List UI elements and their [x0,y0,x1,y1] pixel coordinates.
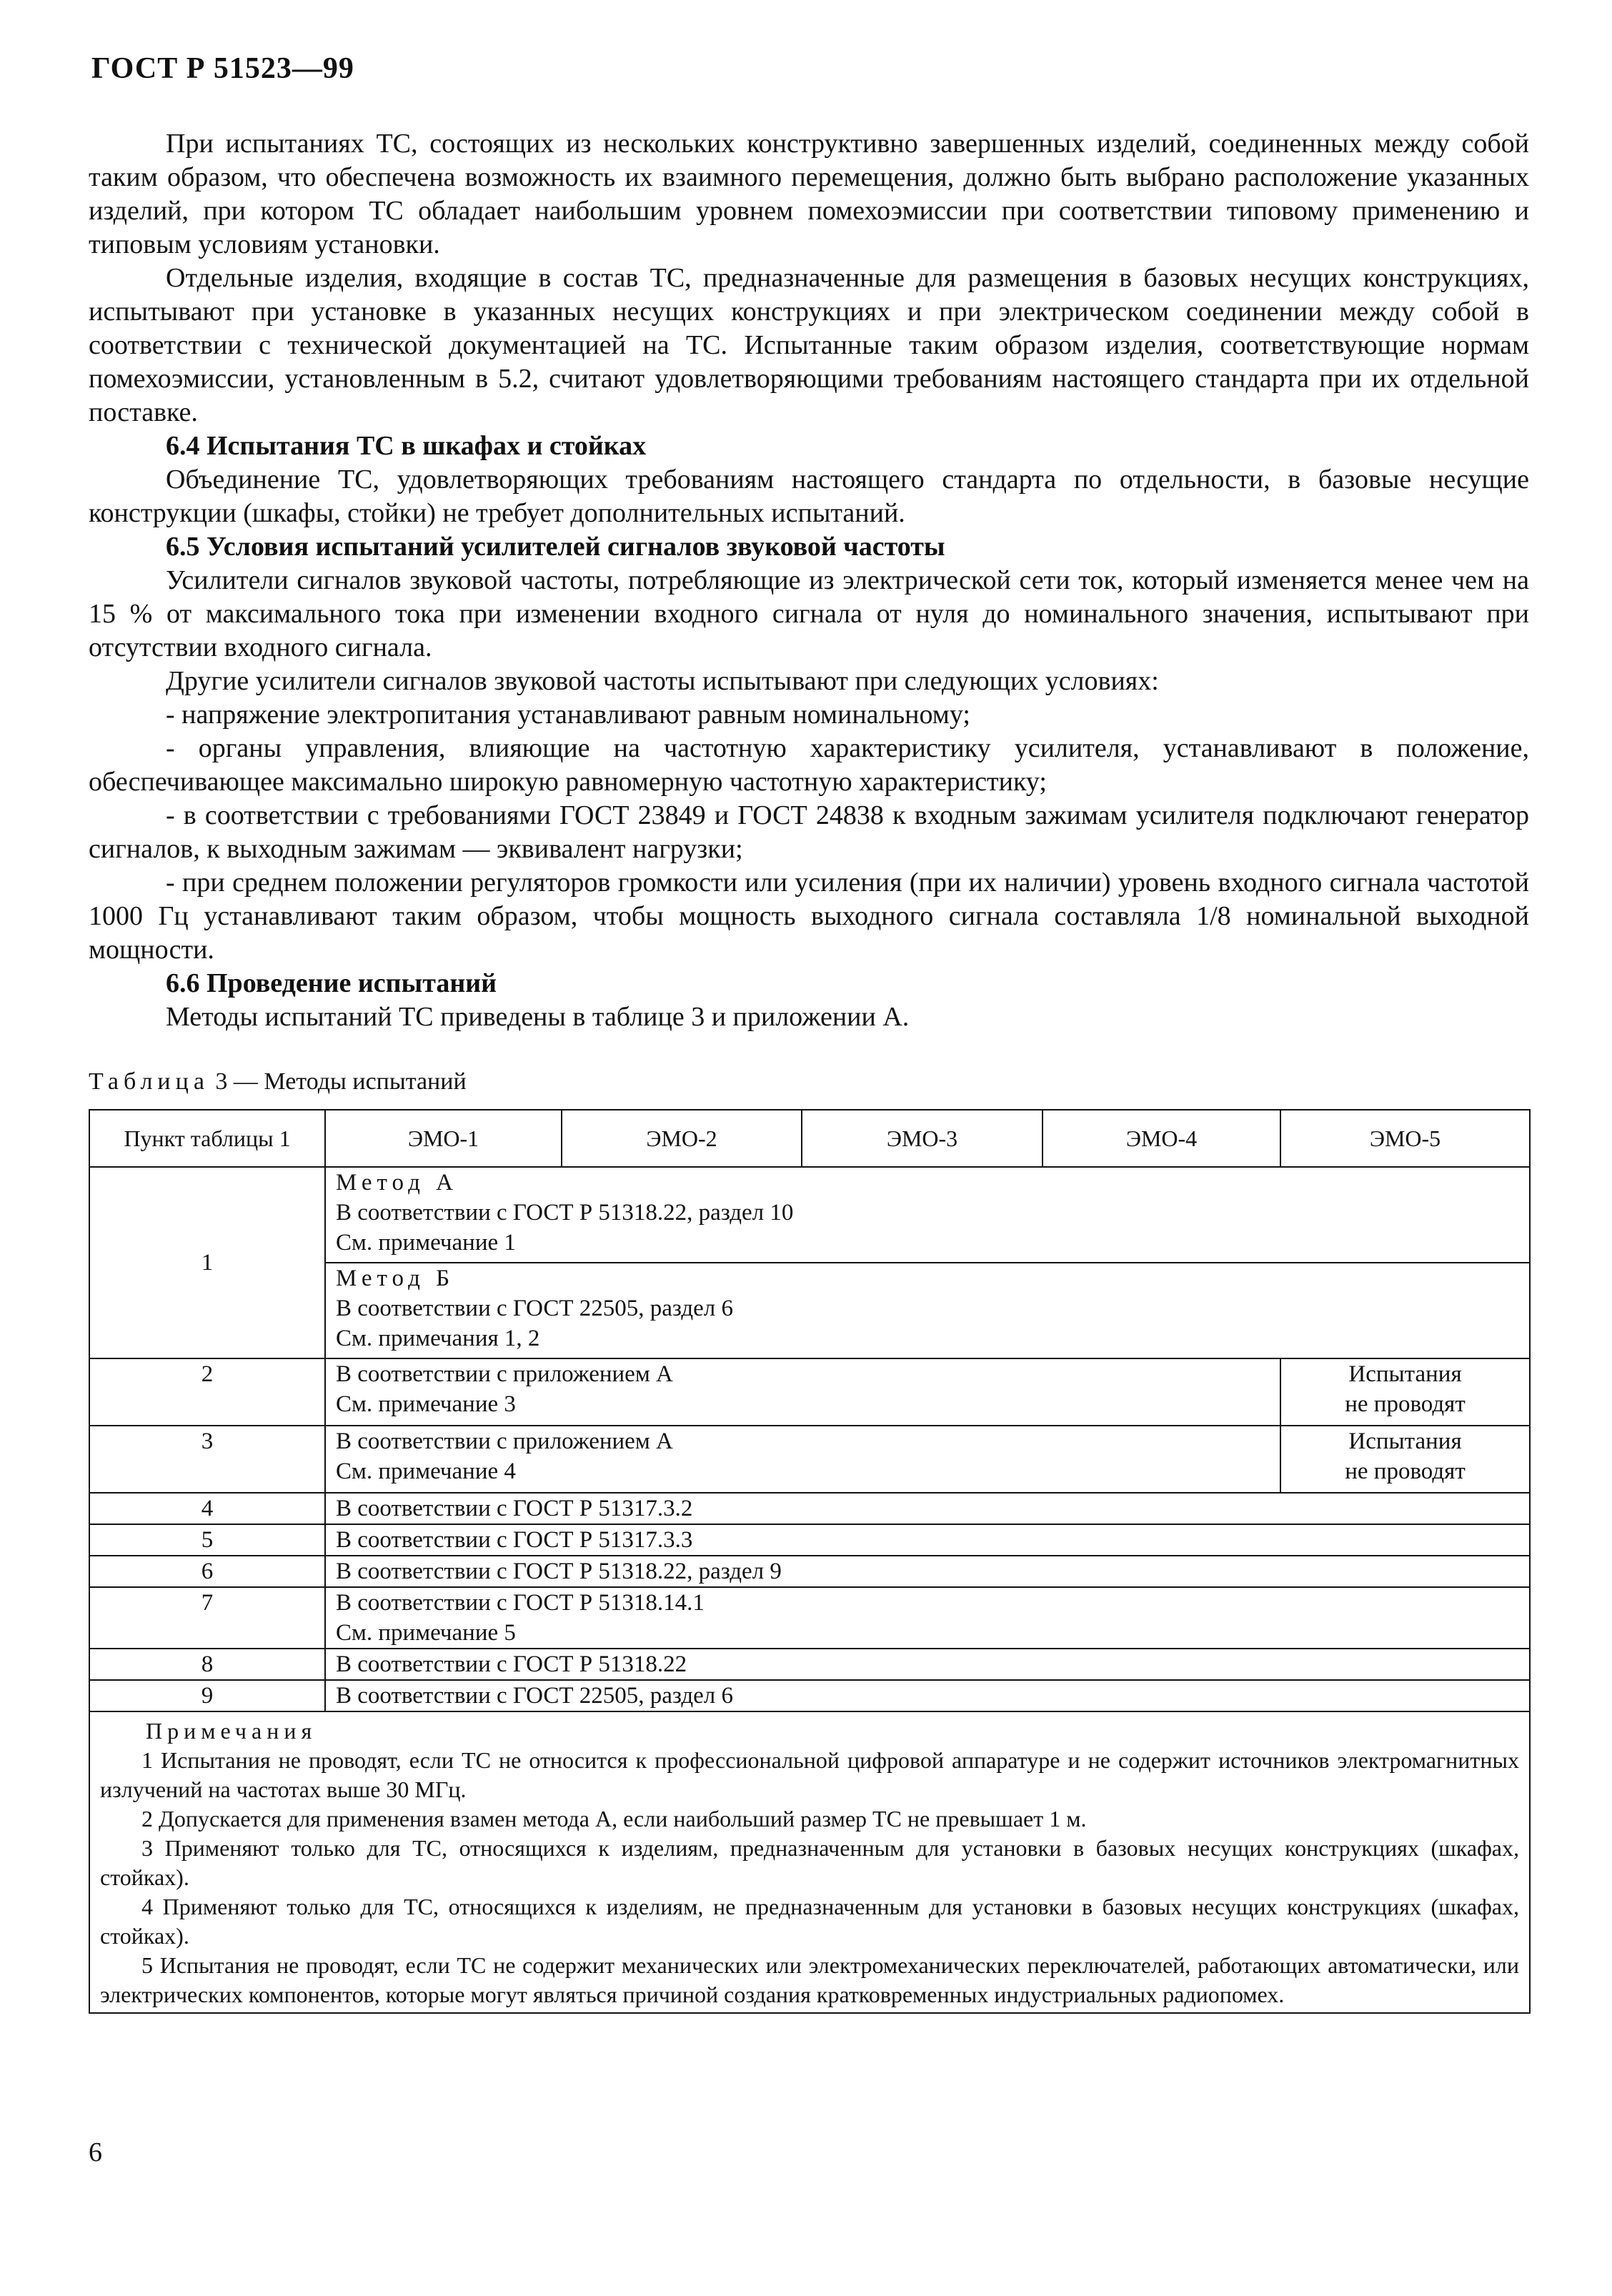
emo5-line: Испытания [1348,1361,1462,1387]
table-row [89,1358,1530,1426]
method-b-note: См. примечания 1, 2 [336,1326,540,1351]
test-methods-table [89,1109,1531,2014]
row-method-cell [325,1426,1280,1493]
note-item: 1 Испытания не проводят, если ТС не относится к профессиональной цифровой аппаратуре и не содержит источников электромагнитных излучений на частотах выше 30 МГц. [100,1747,1519,1802]
table-row [89,1524,1530,1556]
paragraph: Методы испытаний ТС приведены в таблице 3 и приложении А. [166,1002,910,1032]
notes-title: Примечания [146,1718,317,1744]
table-caption-word: Таблица [89,1068,209,1095]
section-heading: 6.6 Проведение испытаний [166,968,497,998]
paragraph: Усилители сигналов звуковой частоты, потребляющие из электрической сети ток, который изменяется менее чем на 15 % от максимального тока при изменении входного сигнала от нуля до номинального значения, испытывают при отсутствии входного сигнала. [89,565,1529,662]
page-number: 6 [89,2137,102,2167]
emo5-line: не проводят [1345,1391,1466,1417]
row-method-note: См. примечание 4 [336,1458,516,1484]
paragraph: Отдельные изделия, входящие в состав ТС, предназначенные для размещения в базовых несущих конструкциях, испытывают при установке в указанных несущих конструкциях и при электрическом соединении между собой в соответствии с технической документацией на ТС. Испытанные таким образом изделия, соответствующие нормам помехоэмиссии, установленным в 5.2, считают удовлетворяющими требованиям настоящего стандарта при их отдельной поставке. [89,263,1529,427]
method-a-note: См. примечание 1 [336,1230,516,1256]
row-method-line: В соответствии с приложением А [336,1428,673,1454]
method-a-title: Метод А [336,1170,458,1196]
list-item: - органы управления, влияющие на частотную характеристику усилителя, устанавливают в положение, обеспечивающее максимально широкую равномерную частотную характеристику; [89,733,1529,797]
emo5-line: Испытания [1348,1428,1462,1454]
paragraph: При испытаниях ТС, состоящих из нескольких конструктивно завершенных изделий, соединенных между собой таким образом, что обеспечена возможность их взаимного перемещения, должно быть выбрано расположение указанных изделий, при котором ТС обладает наибольшим уровнем помехоэмиссии при соответствии типовому применению и типовым условиям установки. [89,129,1529,259]
table-row [89,1167,1530,1263]
note-item: 3 Применяют только для ТС, относящихся к изделиям, предназначенным для установки в базовых несущих конструкциях (шкафах, стойках). [100,1835,1519,1890]
table-caption-text: 3 — Методы испытаний [215,1068,467,1095]
row-method-line: В соответствии с приложением А [336,1361,673,1387]
method-a-line: В соответствии с ГОСТ Р 51318.22, раздел 10 [336,1200,794,1226]
document-code-header: ГОСТ Р 51523—99 [91,52,354,85]
row-number: 3 [89,1426,325,1493]
table-caption [89,1068,467,1095]
row-number: 2 [89,1358,325,1426]
emo5-cell [1280,1426,1530,1493]
note-item: 5 Испытания не проводят, если ТС не содержит механических или электромеханических переключателей, работающих автоматически, или электрических компонентов, которые могут являться причиной создания кратковременных индустриальных радиопомех. [100,1952,1519,2007]
row-number: 6 [89,1556,325,1587]
row-number: 5 [89,1524,325,1556]
table-notes-row [89,1711,1530,2013]
list-item: - в соответствии с требованиями ГОСТ 23849 и ГОСТ 24838 к входным зажимам усилителя подключают генератор сигналов, к выходным зажимам — эквивалент нагрузки; [89,800,1529,864]
row-method-cell: В соответствии с ГОСТ 22505, раздел 6 [325,1680,1530,1711]
note-item: 4 Применяют только для ТС, относящихся к изделиям, не предназначенным для установки в базовых несущих конструкциях (шкафах, стойках). [100,1894,1519,1949]
row-number: 4 [89,1493,325,1524]
row-number: 7 [89,1587,325,1649]
table-row [89,1649,1530,1680]
method-b-title: Метод Б [336,1266,455,1291]
column-header: ЭМО-5 [1280,1110,1530,1167]
row-method-cell [325,1358,1280,1426]
table-row [89,1426,1530,1493]
table-row [89,1587,1530,1649]
paragraph: Объединение ТС, удовлетворяющих требованиям настоящего стандарта по отдельности, в базовые несущие конструкции (шкафы, стойки) не требует дополнительных испытаний. [89,464,1529,528]
row-number: 8 [89,1649,325,1680]
column-header: ЭМО-1 [325,1110,562,1167]
table-row [89,1680,1530,1711]
row-method-cell [325,1587,1530,1649]
row-method-cell: В соответствии с ГОСТ Р 51317.3.3 [325,1524,1530,1556]
row-method-cell: В соответствии с ГОСТ Р 51318.22, раздел 9 [325,1556,1530,1587]
section-heading: 6.4 Испытания ТС в шкафах и стойках [166,431,647,461]
table-header-row [89,1110,1530,1167]
method-b-cell [325,1263,1530,1358]
list-item: - при среднем положении регуляторов громкости или усиления (при их наличии) уровень входного сигнала частотой 1000 Гц устанавливают таким образом, чтобы мощность выходного сигнала составляла 1/8 номинальной выходной мощности. [89,868,1529,965]
method-b-line: В соответствии с ГОСТ 22505, раздел 6 [336,1296,734,1321]
section-heading: 6.5 Условия испытаний усилителей сигналов звуковой частоты [166,532,945,562]
paragraph: Другие усилители сигналов звуковой частоты испытывают при следующих условиях: [166,666,1159,696]
row-method-note: См. примечание 3 [336,1391,516,1417]
column-header: ЭМО-3 [802,1110,1043,1167]
column-header: ЭМО-2 [562,1110,802,1167]
row-method-note: См. примечание 5 [336,1620,516,1646]
method-a-cell [325,1167,1530,1263]
row-number: 1 [89,1167,325,1358]
list-item: - напряжение электропитания устанавливают равным номинальному; [166,700,970,730]
row-method-line: В соответствии с ГОСТ Р 51318.14.1 [336,1590,705,1616]
column-header: Пункт таблицы 1 [89,1110,325,1167]
table-row [89,1556,1530,1587]
emo5-line: не проводят [1345,1458,1466,1484]
row-method-cell: В соответствии с ГОСТ Р 51317.3.2 [325,1493,1530,1524]
note-item: 2 Допускается для применения взамен метода А, если наибольший размер ТС не превышает 1 м. [141,1806,1087,1832]
row-method-cell: В соответствии с ГОСТ Р 51318.22 [325,1649,1530,1680]
row-number: 9 [89,1680,325,1711]
body-text [89,127,1529,1034]
table-row [89,1493,1530,1524]
table-notes [89,1711,1530,2013]
emo5-cell [1280,1358,1530,1426]
column-header: ЭМО-4 [1043,1110,1280,1167]
